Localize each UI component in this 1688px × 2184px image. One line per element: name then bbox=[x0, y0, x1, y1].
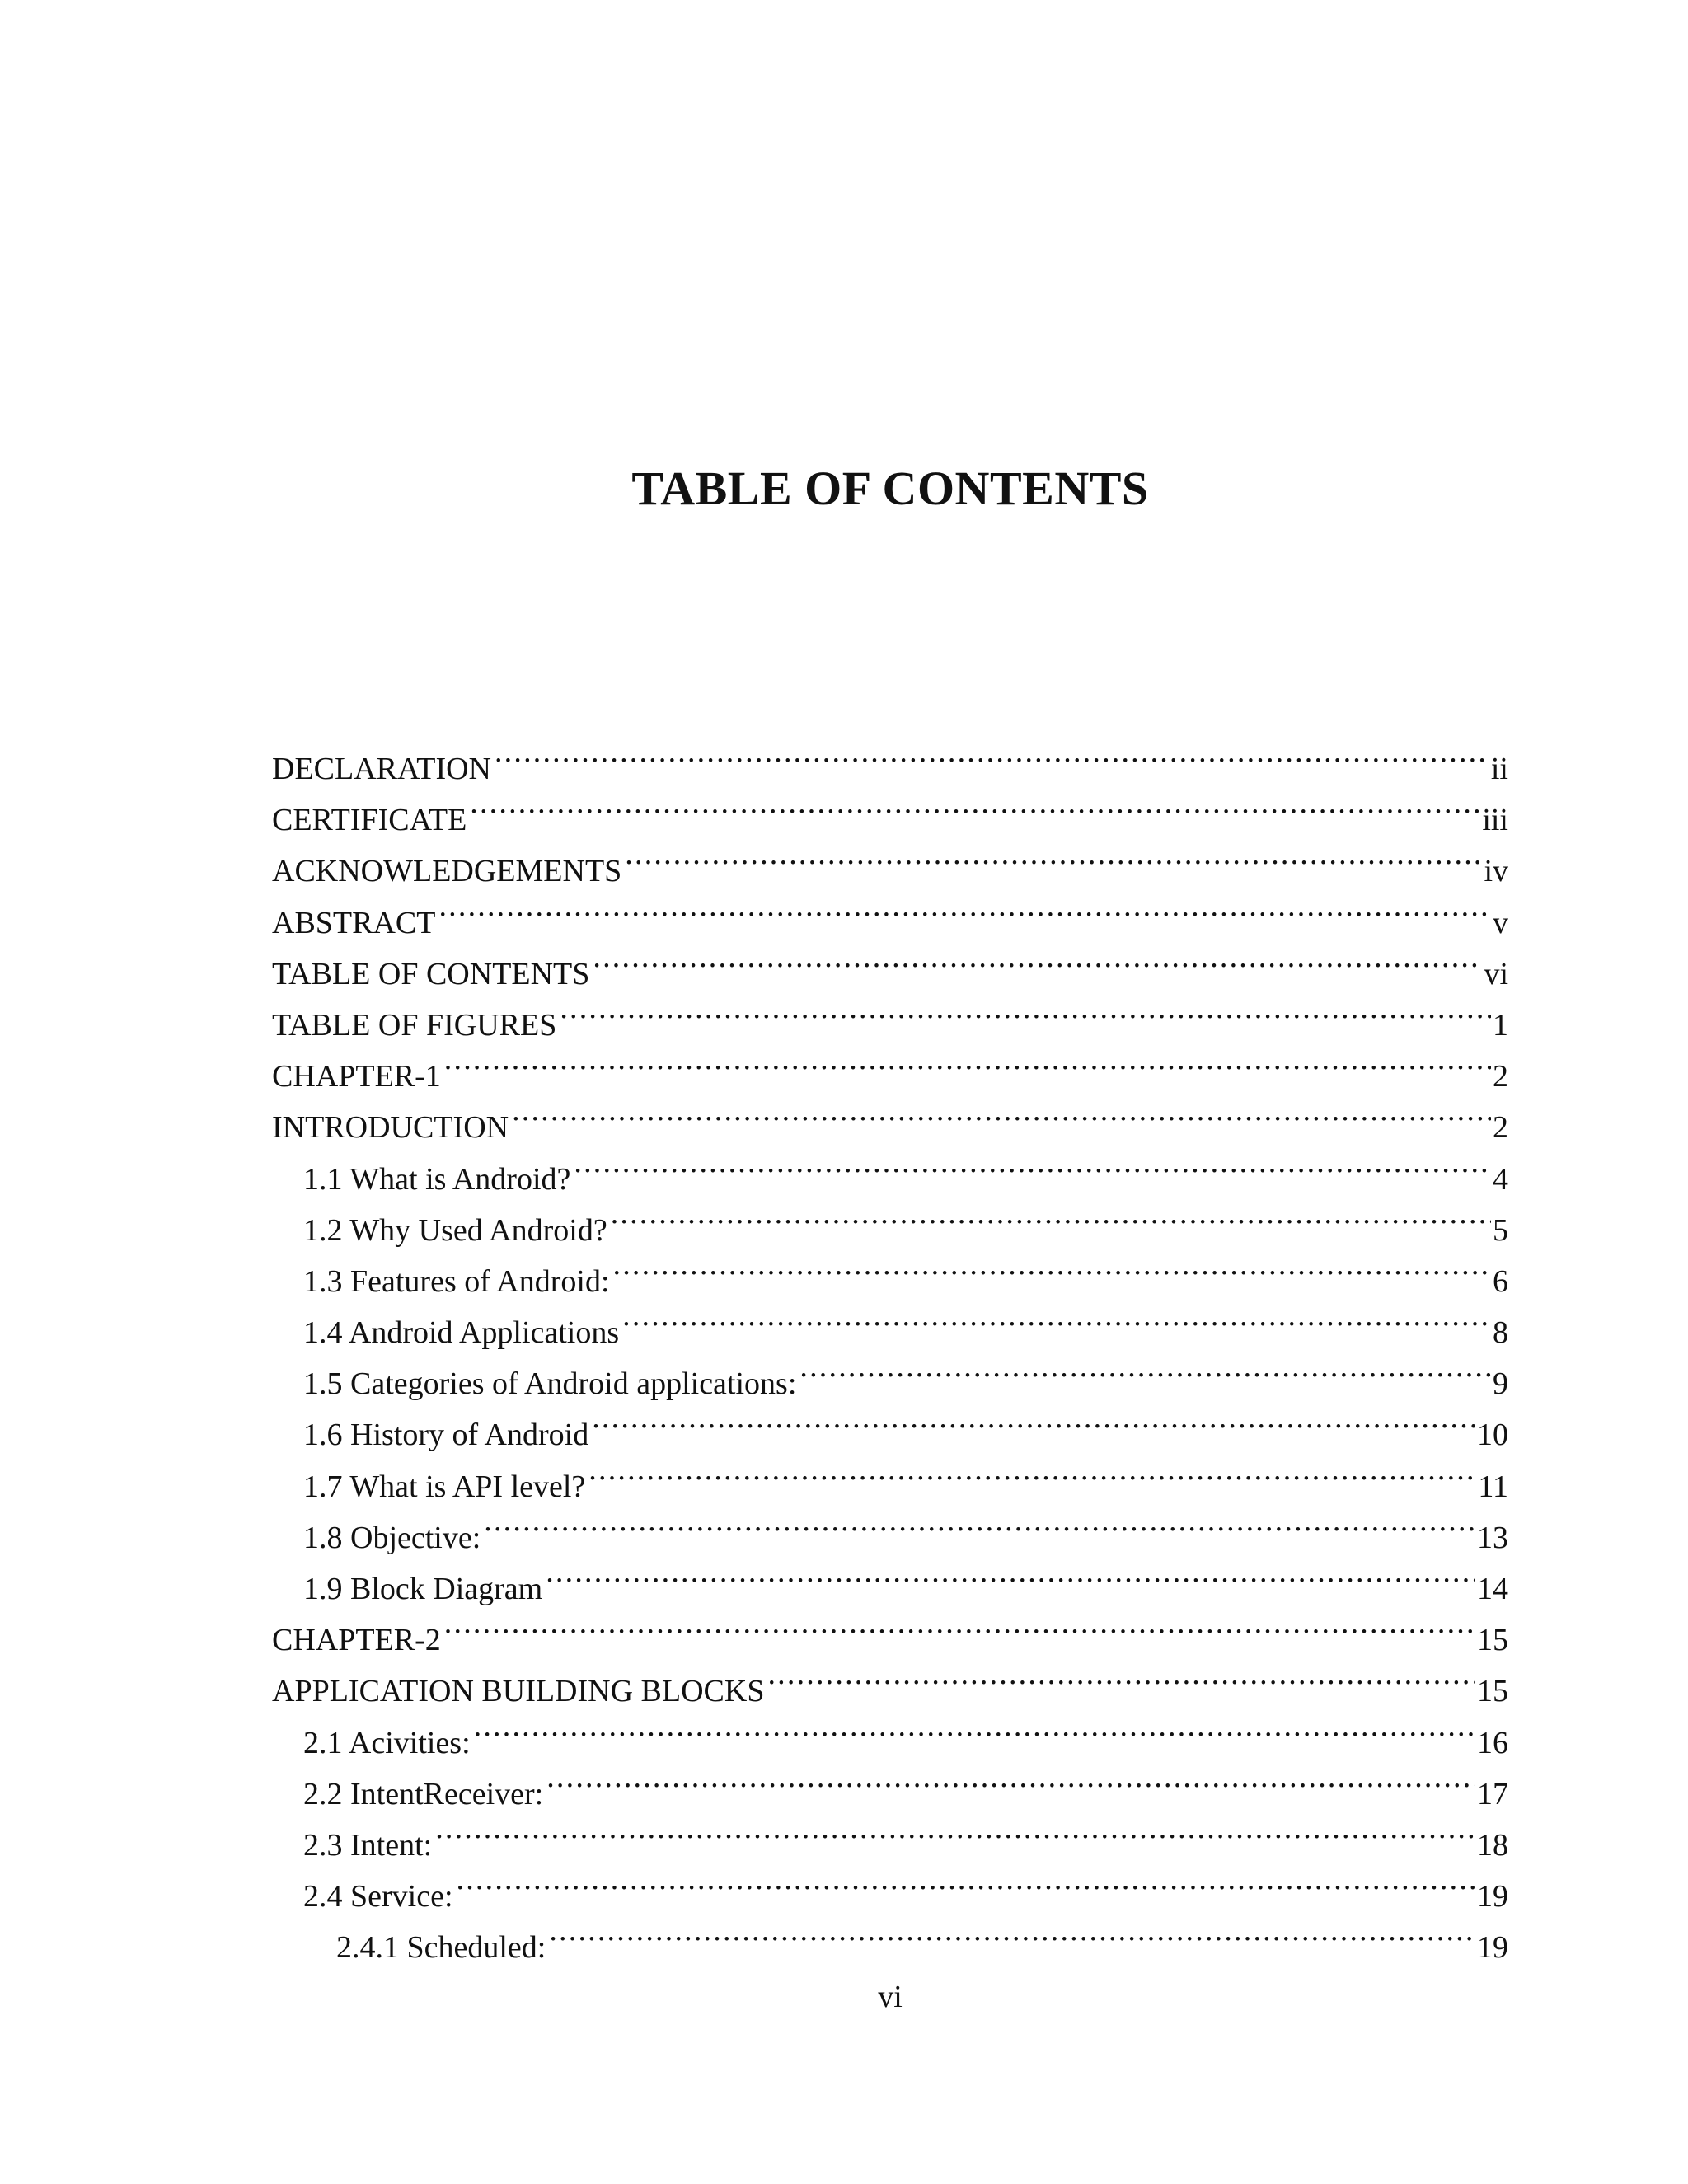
toc-entry-declaration[interactable] bbox=[272, 728, 1508, 786]
toc-entry-page: 5 bbox=[1493, 1212, 1508, 1248]
page-title: TABLE OF CONTENTS bbox=[631, 462, 1149, 515]
toc-entry-page: vi bbox=[1484, 956, 1508, 991]
toc-dot-leader bbox=[438, 882, 1491, 933]
toc-entry-page: 4 bbox=[1493, 1161, 1508, 1197]
toc-dot-leader bbox=[574, 1138, 1491, 1189]
toc-entry-label: 1.8 Objective: bbox=[303, 1520, 481, 1555]
toc-dot-leader bbox=[444, 1035, 1491, 1086]
toc-entry-page: 11 bbox=[1478, 1469, 1508, 1504]
toc-dot-leader bbox=[549, 1906, 1475, 1957]
toc-entry-table-of-contents[interactable] bbox=[272, 933, 1508, 991]
toc-entry-application-building-blocks[interactable] bbox=[272, 1650, 1508, 1709]
toc-dot-leader bbox=[546, 1548, 1475, 1599]
toc-entry-label: ACKNOWLEDGEMENTS bbox=[272, 854, 622, 889]
toc-entry-page: ii bbox=[1490, 752, 1508, 786]
toc-entry-chapter-1[interactable] bbox=[272, 1035, 1508, 1094]
toc-entry-label: 1.4 Android Applications bbox=[303, 1315, 620, 1351]
toc-entry-label: CHAPTER-1 bbox=[272, 1059, 441, 1094]
toc-entry-2-4[interactable] bbox=[272, 1855, 1508, 1915]
toc-entry-page: 19 bbox=[1477, 1879, 1508, 1915]
toc-dot-leader bbox=[767, 1650, 1475, 1701]
toc-entry-abstract[interactable] bbox=[272, 882, 1508, 940]
toc-entry-page: 2 bbox=[1493, 1110, 1508, 1146]
toc-entry-2-3[interactable] bbox=[272, 1804, 1508, 1863]
toc-dot-leader bbox=[435, 1804, 1475, 1855]
toc-entry-label: ABSTRACT bbox=[272, 905, 436, 940]
table-of-contents bbox=[272, 728, 1508, 1966]
toc-dot-leader bbox=[625, 830, 1482, 881]
toc-entry-page: 9 bbox=[1493, 1366, 1508, 1402]
toc-dot-leader bbox=[799, 1343, 1491, 1394]
toc-entry-page: iv bbox=[1484, 854, 1508, 889]
toc-dot-leader bbox=[512, 1086, 1491, 1137]
toc-entry-label: TABLE OF FIGURES bbox=[272, 1007, 557, 1043]
toc-entry-label: 1.3 Features of Android: bbox=[303, 1263, 610, 1299]
toc-entry-label: 2.3 Intent: bbox=[303, 1827, 433, 1863]
toc-entry-page: 15 bbox=[1477, 1623, 1508, 1658]
toc-entry-page: iii bbox=[1482, 803, 1508, 838]
toc-dot-leader bbox=[457, 1855, 1475, 1906]
toc-entry-label: 2.4 Service: bbox=[303, 1879, 453, 1915]
toc-entry-label: DECLARATION bbox=[272, 752, 491, 786]
toc-dot-leader bbox=[546, 1753, 1475, 1804]
toc-entry-page: 17 bbox=[1477, 1776, 1508, 1811]
toc-dot-leader bbox=[588, 1446, 1476, 1497]
toc-entry-page: v bbox=[1493, 905, 1508, 940]
toc-entry-label: CERTIFICATE bbox=[272, 803, 467, 838]
toc-dot-leader bbox=[495, 728, 1489, 779]
toc-dot-leader bbox=[613, 1240, 1491, 1291]
toc-entry-page: 8 bbox=[1493, 1315, 1508, 1351]
toc-dot-leader bbox=[611, 1189, 1491, 1240]
toc-entry-page: 6 bbox=[1493, 1263, 1508, 1299]
toc-entry-page: 16 bbox=[1477, 1725, 1508, 1760]
toc-dot-leader bbox=[593, 933, 1482, 984]
toc-entry-label: TABLE OF CONTENTS bbox=[272, 956, 590, 991]
toc-entry-page: 15 bbox=[1477, 1674, 1508, 1709]
toc-dot-leader bbox=[470, 779, 1480, 830]
toc-dot-leader bbox=[622, 1291, 1491, 1343]
toc-dot-leader bbox=[474, 1702, 1475, 1753]
toc-entry-label: CHAPTER-2 bbox=[272, 1623, 441, 1658]
toc-entry-label: 2.1 Acivities: bbox=[303, 1725, 471, 1760]
toc-dot-leader bbox=[484, 1497, 1475, 1548]
toc-entry-label: INTRODUCTION bbox=[272, 1110, 509, 1146]
toc-entry-label: 1.6 History of Android bbox=[303, 1418, 589, 1453]
toc-dot-leader bbox=[592, 1394, 1475, 1445]
toc-entry-label: 2.4.1 Scheduled: bbox=[336, 1930, 546, 1966]
toc-entry-label: 1.2 Why Used Android? bbox=[303, 1212, 607, 1248]
toc-entry-label: APPLICATION BUILDING BLOCKS bbox=[272, 1674, 765, 1709]
toc-dot-leader bbox=[444, 1599, 1475, 1650]
toc-entry-page: 18 bbox=[1477, 1827, 1508, 1863]
toc-entry-2-4-1[interactable] bbox=[272, 1906, 1508, 1966]
toc-entry-chapter-2[interactable] bbox=[272, 1599, 1508, 1658]
toc-entry-label: 2.2 IntentReceiver: bbox=[303, 1776, 544, 1811]
toc-entry-page: 2 bbox=[1493, 1059, 1508, 1094]
toc-entry-page: 1 bbox=[1493, 1007, 1508, 1043]
toc-entry-label: 1.9 Block Diagram bbox=[303, 1572, 543, 1606]
toc-entry-label: 1.7 What is API level? bbox=[303, 1469, 586, 1504]
toc-entry-page: 14 bbox=[1477, 1572, 1508, 1606]
toc-entry-introduction[interactable] bbox=[272, 1086, 1508, 1146]
toc-entry-page: 10 bbox=[1477, 1418, 1508, 1453]
toc-entry-page: 13 bbox=[1477, 1520, 1508, 1555]
toc-entry-page: 19 bbox=[1477, 1930, 1508, 1966]
toc-entry-label: 1.1 What is Android? bbox=[303, 1161, 571, 1197]
toc-entry-label: 1.5 Categories of Android applications: bbox=[303, 1366, 797, 1402]
footer-page-number: vi bbox=[878, 1980, 903, 2014]
toc-dot-leader bbox=[560, 984, 1491, 1035]
